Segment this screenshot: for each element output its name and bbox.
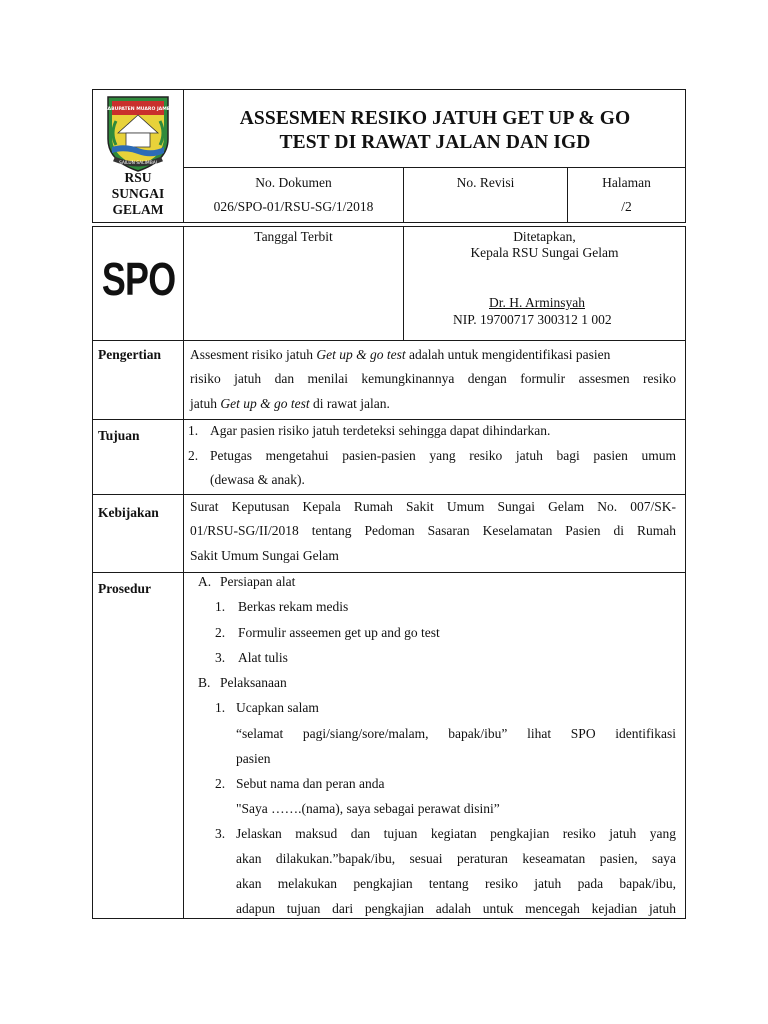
b3-line1: Jelaskan maksud dan tujuan kegiatan pengkajian resiko jatuh yang xyxy=(236,826,676,841)
pengertian-text: di rawat jalan. xyxy=(309,396,390,411)
section-a-title: Persiapan alat xyxy=(220,574,296,589)
a3-num: 3. xyxy=(215,650,226,665)
hospital-logo xyxy=(104,93,172,173)
ditetapkan-text: Ditetapkan, xyxy=(513,229,576,244)
document-title-line2: TEST DI RAWAT JALAN DAN IGD xyxy=(279,132,591,153)
hospital-name-line2: SUNGAI xyxy=(111,186,165,201)
no-dokumen-value: 026/SPO-01/RSU-SG/1/2018 xyxy=(213,199,374,214)
hospital-name-line1: RSU xyxy=(124,170,152,185)
b2-text: Sebut nama dan peran anda xyxy=(236,776,385,791)
tujuan-label: Tujuan xyxy=(98,428,140,443)
b3-line3: akan melakukan pengkajian tentang resiko jatuh pada bapak/ibu, xyxy=(236,876,676,891)
document-title-line1: ASSESMEN RESIKO JATUH GET UP & GO xyxy=(239,108,631,129)
kebijakan-line1: Surat Keputusan Kepala Rumah Sakit Umum Sungai Gelam No. 007/SK- xyxy=(190,499,676,514)
section-b-num: B. xyxy=(198,675,211,690)
pengertian-italic: Get up & go test xyxy=(316,347,406,362)
tujuan-item2-line2: (dewasa & anak). xyxy=(210,472,305,487)
no-dokumen-label: No. Dokumen xyxy=(255,175,332,190)
tujuan-item1: Agar pasien risiko jatuh terdeteksi sehingga dapat dihindarkan. xyxy=(210,423,551,438)
hospital-name-line3: GELAM xyxy=(112,202,164,217)
kebijakan-line2: 01/RSU-SG/II/2018 tentang Pedoman Sasaran Keselamatan Pasien di Rumah xyxy=(190,523,676,538)
pengertian-line1 xyxy=(190,347,676,363)
no-revisi-label: No. Revisi xyxy=(456,175,515,190)
pengertian-italic: Get up & go test xyxy=(220,396,310,411)
section-a-num: A. xyxy=(198,574,212,589)
b2-quote: "Saya …….(nama), saya sebagai perawat disini” xyxy=(236,801,500,816)
section-b-title: Pelaksanaan xyxy=(220,675,287,690)
tanggal-terbit-label: Tanggal Terbit xyxy=(254,229,333,244)
tujuan-item2-line1: Petugas mengetahui pasien-pasien yang resiko jatuh bagi pasien umum xyxy=(210,448,676,463)
pengertian-text: jatuh xyxy=(190,396,221,411)
spo-label: SPO xyxy=(101,253,176,305)
b3-line2: akan dilakukan.”bapak/ibu, sesuai peraturan keseamatan pasien, saya xyxy=(236,851,676,866)
a1-num: 1. xyxy=(215,599,226,614)
kebijakan-line3: Sakit Umum Sungai Gelam xyxy=(190,548,339,563)
pengertian-label: Pengertian xyxy=(98,347,161,362)
svg-text:KABUPATEN MUARO JAMBI: KABUPATEN MUARO JAMBI xyxy=(104,107,172,112)
a2-num: 2. xyxy=(215,625,226,640)
kepala-text: Kepala RSU Sungai Gelam xyxy=(470,245,619,260)
pengertian-line3 xyxy=(190,396,390,412)
b1-num: 1. xyxy=(215,700,226,715)
b3-line4: adapun tujuan dari pengkajian adalah untuk mencegah kejadian jatuh xyxy=(236,901,676,916)
a2-text: Formulir asseemen get up and go test xyxy=(238,625,440,640)
b2-num: 2. xyxy=(215,776,226,791)
a3-text: Alat tulis xyxy=(238,650,288,665)
a1-text: Berkas rekam medis xyxy=(238,599,349,614)
kebijakan-label: Kebijakan xyxy=(98,505,159,520)
regency-emblem-icon xyxy=(104,93,172,173)
signer-nip: NIP. 19700717 300312 1 002 xyxy=(453,312,612,327)
prosedur-label: Prosedur xyxy=(98,581,151,596)
b1-quote-line1: “selamat pagi/siang/sore/malam, bapak/ibu” lihat SPO identifikasi xyxy=(236,726,676,741)
pengertian-text: Assesment risiko jatuh xyxy=(190,347,317,362)
svg-text:SAILUN SALIMBAI: SAILUN SALIMBAI xyxy=(119,161,157,166)
b3-num: 3. xyxy=(215,826,226,841)
b1-quote-line2: pasien xyxy=(236,751,271,766)
tujuan-item2-num: 2. xyxy=(188,448,199,463)
pengertian-text: adalah untuk mengidentifikasi pasien xyxy=(405,347,611,362)
b1-text: Ucapkan salam xyxy=(236,700,319,715)
pengertian-line2: risiko jatuh dan menilai kemungkinannya dengan formulir assesmen resiko xyxy=(190,371,676,386)
halaman-value: /2 xyxy=(621,199,632,214)
halaman-label: Halaman xyxy=(602,175,651,190)
tujuan-item1-num: 1. xyxy=(188,423,199,438)
signer-name: Dr. H. Arminsyah xyxy=(489,295,585,310)
